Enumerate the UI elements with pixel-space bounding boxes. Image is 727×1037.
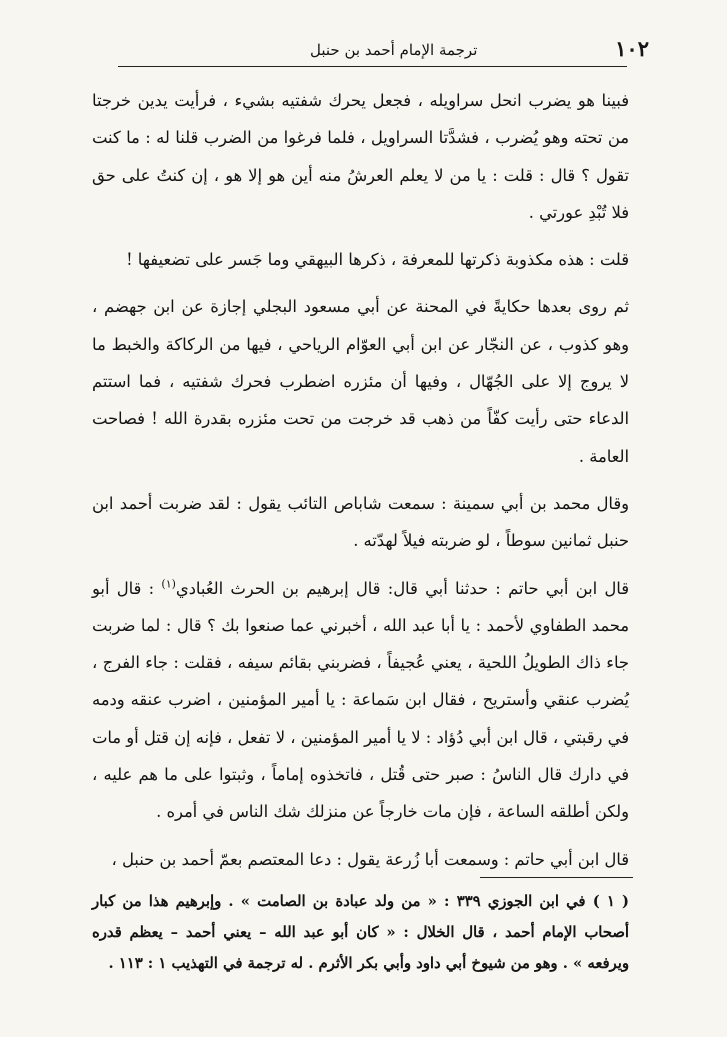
paragraph — [92, 570, 629, 831]
paragraph: قلت : هذه مكذوبة ذكرتها للمعرفة ، ذكرها البيهقي وما جَسر على تضعيفها ! — [126, 250, 629, 270]
paragraph: فبينا هو يضرب انحل سراويله ، فجعل يحرك شفتيه بشيء ، فرأيت يدين خرجتا من تحته وهو يُضرب ، فشدَّتا السراويل ، فلما فرغوا من الضرب قلنا له : ما كنت تقول ؟ قال : قلت : يا من لا يعلم العرشُ منه أين هو إلا هو ، إن كنتُ على حق فلا تُبْدِ عورتي . — [92, 91, 629, 222]
paragraph-rest: أبو محمد الطفاوي لأحمد : يا أبا عبد الله ، أخبرني عما صنعوا بك ؟ قال : لما ضربت جاء ذاك الطويلُ اللحية ، يعني عُجيفاً ، فضربني بقائم سيفه ، فقلت : جاء الفرج ، يُضرب عنقي وأستريح ، فقال ابن سَماعة : يا أمير المؤمنين ، اضرب عنقه ودمه في رقبتي ، قال ابن أبي دُؤاد : لا يا أمير المؤمنين ، لا تفعل ، فإنه إن قتل أو مات في دارك قال الناسُ : صبر حتى قُتل ، فاتخذوه إماماً ، وثبتوا على ما هم عليه ، ولكن أطلقه الساعة ، فإن مات خارجاً عن منزلك شك الناس في أمره . — [92, 578, 629, 822]
main-text — [92, 82, 629, 888]
footnote: ( ١ ) في ابن الجوزي ٣٣٩ : « من ولد عبادة بن الصامت » . وإبرهيم هذا من كبار أصحاب الإمام أحمد ، قال الخلال : « كان أبو عبد الله – يعني أحمد – يعظم قدره ويرفعه » . وهو من شيوخ أبي داود وأبي بكر الأثرم . له ترجمة في التهذيب ١ : ١١٣ . — [92, 893, 630, 972]
paragraph: ثم روى بعدها حكايةً في المحنة عن أبي مسعود البجلي إجازة عن ابن جهضم ، وهو كذوب ، عن النجّار عن ابن أبي العوّام الرياحي ، فيها من الركاكة والخبط ما لا يروج إلا على الجُهّال ، وفيها أن مئزره اضطرب فحرك شفتيه ، فما استتم الدعاء حتى رأيت كفّاً من ذهب قد خرجت من تحت مئزره بقدرة الله ! فصاحت العامة . — [92, 297, 629, 466]
page-number: ١٠٢ — [615, 36, 649, 61]
paragraph-colon: : قال — [116, 578, 162, 598]
paragraph-start: قال ابن أبي حاتم : حدثنا أبي قال: قال إبرهيم بن الحرث العُبادي — [175, 578, 629, 598]
footnote-marker: (١) — [161, 577, 176, 591]
paragraph: وقال محمد بن أبي سمينة : سمعت شاباص التائب يقول : لقد ضربت أحمد ابن حنبل ثمانين سوطاً ، لو ضربته فيلاً لهدّته . — [92, 493, 629, 551]
header-rule — [118, 66, 627, 67]
footnote-rule — [480, 877, 633, 878]
running-title: ترجمة الإمام أحمد بن حنبل — [310, 41, 478, 59]
paragraph: قال ابن أبي حاتم : وسمعت أبا زُرعة يقول : دعا المعتصم بعمّ أحمد بن حنبل ، — [111, 849, 629, 869]
